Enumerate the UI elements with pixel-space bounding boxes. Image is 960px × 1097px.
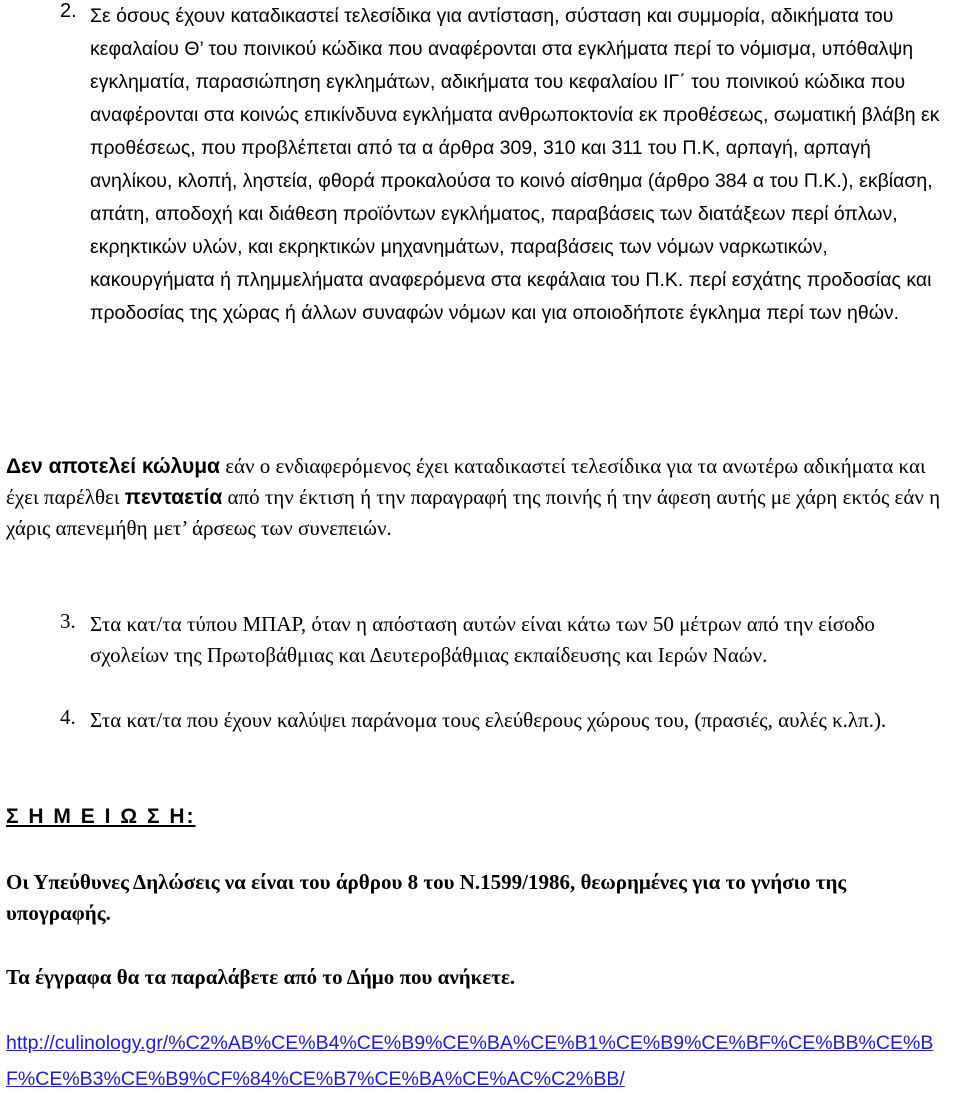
list-number: 3. (60, 609, 76, 633)
obstacle-text-2: από την έκτιση ή την παραγραφή της ποινής ή την άφεση αυτής με χάρη εκτός εάν η χάρις απενεμήθη μετ’ άρσεως των συνεπειών. (6, 485, 941, 540)
list-number: 2. (60, 0, 77, 22)
obstacle-bold-lead: Δεν αποτελεί κώλυμα (6, 455, 220, 478)
note-heading: Σ Η Μ Ε Ι Ω Σ Η: (6, 805, 196, 828)
source-link[interactable]: http://culinology.gr/%C2%AB%CE%B4%CE%B9%CE%BA%CE%B1%CE%B9%CE%BF%CE%BB%CE%BF%CE%B3%CE%B9%CF%84%CE%B7%CE%BA%CE%AC%C2%BB/ (6, 1032, 934, 1090)
obstacle-bold-mid: πενταετία (124, 486, 223, 509)
note-documents: Τα έγγραφα θα τα παραλάβετε από το Δήμο που ανήκετε. (6, 965, 516, 989)
list-number: 4. (60, 705, 76, 729)
obstacle-paragraph (6, 451, 951, 544)
obstacle-text-1: εάν ο ενδιαφερόμενος έχει καταδικαστεί τελεσίδικα για τα ανωτέρω αδικήματα και έχει παρέλθει (6, 454, 926, 509)
note-declarations: Οι Υπεύθυνες Δηλώσεις να είναι του άρθρου 8 του Ν.1599/1986, θεωρημένες για το γνήσιο της υπογραφής. (6, 870, 847, 925)
list-item-text: Στα κατ/τα τύπου ΜΠΑΡ, όταν η απόσταση αυτών είναι κάτω των 50 μέτρων από την είσοδο σχολείων της Πρωτοβάθμιας και Δευτεροβάθμιας εκπαίδευσης και Ιερών Ναών. (90, 612, 875, 667)
list-item-text: Σε όσους έχουν καταδικαστεί τελεσίδικα για αντίσταση, σύσταση και συμμορία, αδικήματα του κεφαλαίου Θ’ του ποινικού κώδικα που αναφέρονται στα εγκλήματα περί το νόμισμα, υπόθαλψη εγκληματία, παρασιώπηση εγκλημάτων, αδικήματα του κεφαλαίου ΙΓ΄ του ποινικού κώδικα που αναφέρονται στα κοινώς επικίνδυνα εγκλήματα ανθρωποκτονία εκ προθέσεως, σωματική βλάβη εκ προθέσεως, που προβλέπεται από τα α άρθρα 309, 310 και 311 του Π.Κ, αρπαγή, αρπαγή ανηλίκου, κλοπή, ληστεία, φθορά προκαλούσα το κοινό αίσθημα (άρθρο 384 α του Π.Κ.), εκβίαση, απάτη, αποδοχή και διάθεση προϊόντων εγκλήματος, παραβάσεις των διατάξεων περί όπλων, εκρηκτικών υλών, και εκρηκτικών μηχανημάτων, παραβάσεις των νόμων ναρκωτικών, κακουργήματα ή πλημμελήματα αναφερόμενα στα κεφάλαια του Π.Κ. περί εσχάτης προδοσίας και προδοσίας της χώρας ή άλλων συναφών νόμων και για οποιοδήποτε έγκλημα περί των ηθών. (90, 5, 940, 324)
list-item-text: Στα κατ/τα που έχουν καλύψει παράνομα τους ελεύθερους χώρους του, (πρασιές, αυλές κ.λπ.). (90, 708, 887, 732)
